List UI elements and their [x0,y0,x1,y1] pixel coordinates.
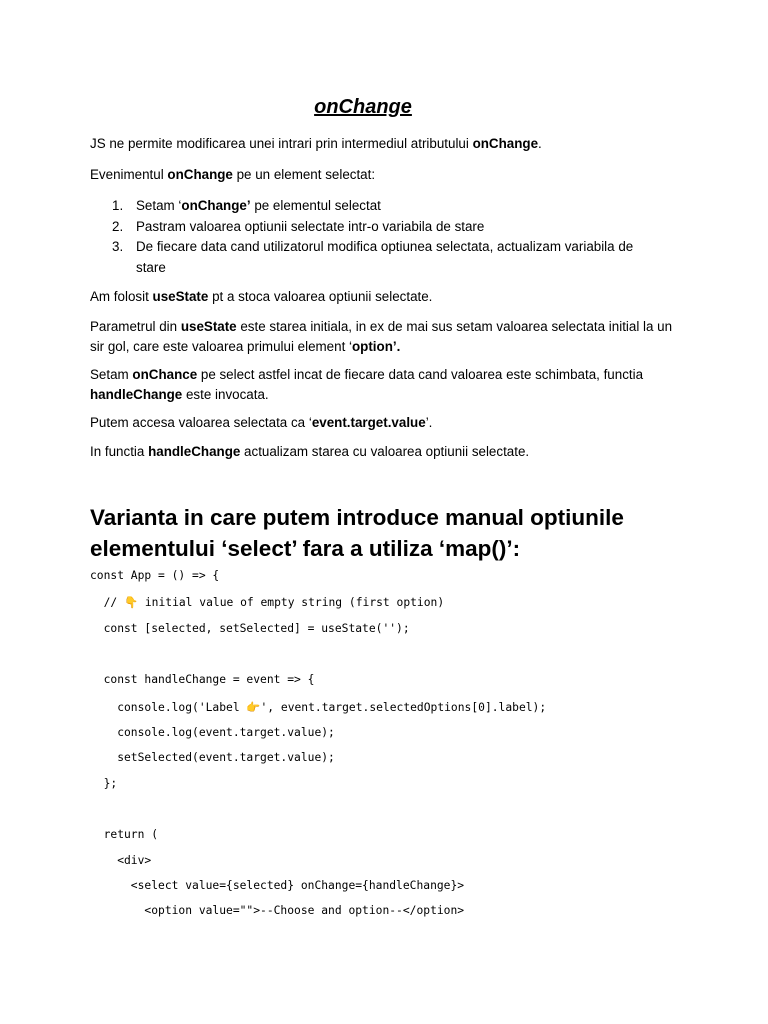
bold-span: onChance [132,367,198,382]
bold-span: select’ [227,536,297,561]
text-span: pe select astfel incat de fiecare data cand valoarea este schimbata, functia [197,367,644,382]
text-span: . [538,136,542,151]
code-line: console.log(event.target.value); [90,726,335,739]
code-line: const App = () => { [90,569,220,582]
handlechange-paragraph [90,442,680,462]
bold-span: map() [445,536,507,561]
code-line: <option value="">--Choose and option--</option> [90,904,465,917]
code-line: const handleChange = event => { [90,673,315,686]
bold-span: onChange [472,136,539,151]
access-paragraph [90,413,680,433]
text-span: Evenimentul [90,167,168,182]
text-span: este starea initiala, in ex de mai sus setam valoarea selectata initial la un sir gol, care este valoarea primului element ‘ [90,319,673,354]
page-title: onChange [314,96,412,118]
list-item [90,217,660,238]
text-span: actualizam starea cu valoarea optiunii selectate. [240,444,530,459]
text-span: pt a stoca valoarea optiunii selectate. [208,289,433,304]
text-span: Am folosit [90,289,153,304]
text-span: pe un element selectat: [232,167,376,182]
bold-span: option’. [351,339,401,354]
text-span: Parametrul din [90,319,181,334]
code-line: const [selected, setSelected] = useState(''); [90,622,410,635]
text-span: este invocata. [182,387,269,402]
text-span: Setam [90,367,133,382]
list-number: 2. [112,218,124,234]
text-span: Setam ‘ [136,198,182,213]
text-span: fara a utiliza ‘ [296,536,446,561]
bold-span: onChange [167,167,233,182]
event-paragraph [90,165,680,185]
bold-span: useState [180,319,237,334]
bold-span: handleChange [90,387,183,402]
usestate-paragraph [90,287,680,307]
text-span: Putem accesa valoarea selectata ca ‘ [90,415,312,430]
steps-list [90,196,660,278]
code-line: return ( [90,828,159,841]
parameter-paragraph [90,317,680,357]
list-item [90,196,660,217]
text-span: In functia [90,444,149,459]
text-span: Varianta in care putem introduce manual optiunile elementului ‘ [90,505,624,561]
code-line: <div> [90,854,152,867]
text-span: JS ne permite modificarea unei intrari prin intermediul atributului [90,136,473,151]
code-line: }; [90,777,118,790]
list-number: 1. [112,198,124,213]
code-line: <select value={selected} onChange={handleChange}> [90,879,465,892]
bold-span: handleChange [148,444,241,459]
bold-span: event.target.value [311,415,426,430]
bold-span: onChange’ [181,198,251,213]
onchance-paragraph [90,365,680,405]
intro-paragraph [90,134,680,154]
text-span: De fiecare data cand utilizatorul modifica optiunea selectata, actualizam variabila de stare [136,239,634,275]
code-line: setSelected(event.target.value); [90,751,335,764]
list-item [90,237,660,278]
text-span: Pastram valoarea optiunii selectate intr-o variabila de stare [136,218,485,234]
section-heading [90,502,690,564]
list-number: 3. [112,239,124,254]
code-line: // 👇️ initial value of empty string (first option) [90,596,445,609]
text-span: pe elementul selectat [250,198,381,213]
bold-span: useState [152,289,209,304]
text-span: ’: [506,536,521,561]
code-line: console.log('Label 👉️', event.target.selectedOptions[0].label); [90,701,547,714]
text-span: ’. [425,415,433,430]
